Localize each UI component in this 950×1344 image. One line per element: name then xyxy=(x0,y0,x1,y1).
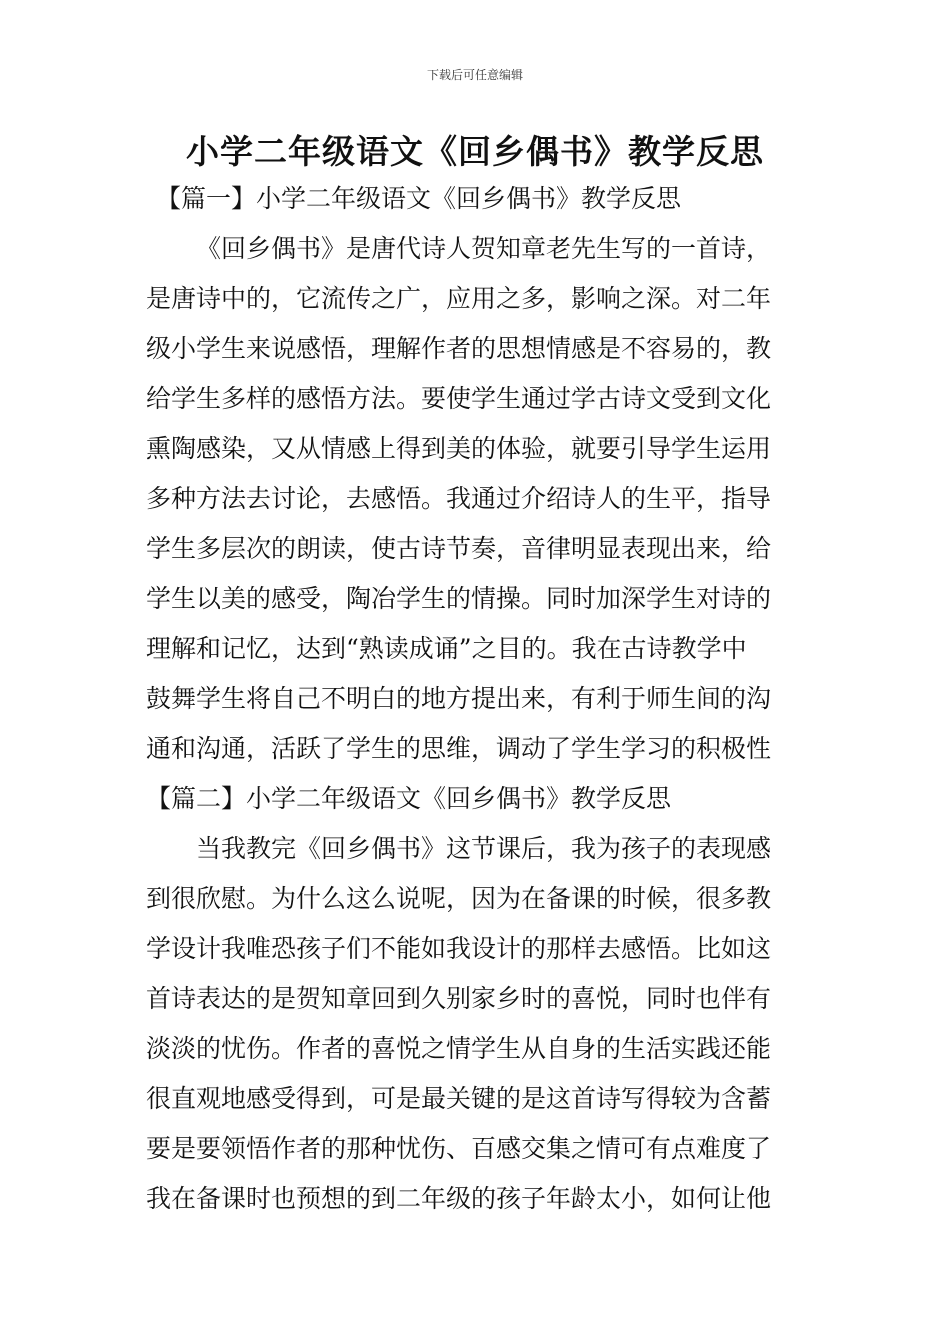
paragraph-line: 到很欣慰。为什么这么说呢，因为在备课的时候，很多教 xyxy=(146,884,772,913)
paragraph-line: 首诗表达的是贺知章回到久别家乡时的喜悦，同时也伴有 xyxy=(146,984,772,1013)
paragraph-line: 是唐诗中的，它流传之广，应用之多，影响之深。对二年 xyxy=(146,284,772,313)
paragraph-line: 多种方法去讨论，去感悟。我通过介绍诗人的生平，指导 xyxy=(146,484,772,513)
paragraph-line: 通和沟通，活跃了学生的思维，调动了学生学习的积极性 xyxy=(146,734,772,763)
paragraph-line: 学生多层次的朗读，使古诗节奏，音律明显表现出来，给 xyxy=(146,534,772,563)
section-2-heading: 【篇二】小学二年级语文《回乡偶书》教学反思 xyxy=(146,784,672,813)
paragraph-line: 很直观地感受得到，可是最关键的是这首诗写得较为含蓄 xyxy=(146,1084,772,1113)
paragraph-line: 当我教完《回乡偶书》这节课后，我为孩子的表现感 xyxy=(196,834,772,863)
paragraph-line: 淡淡的忧伤。作者的喜悦之情学生从自身的生活实践还能 xyxy=(146,1034,772,1063)
header-note: 下载后可任意编辑 xyxy=(426,68,523,82)
paragraph-line: 要是要领悟作者的那种忧伤、百感交集之情可有点难度了 xyxy=(146,1134,772,1163)
paragraph-line: 级小学生来说感悟，理解作者的思想情感是不容易的，教 xyxy=(146,334,772,363)
paragraph-line: 理解和记忆，达到“熟读成诵”之目的。我在古诗教学中 xyxy=(146,634,747,663)
paragraph-line: 《回乡偶书》是唐代诗人贺知章老先生写的一首诗， xyxy=(196,234,772,263)
paragraph-line: 我在备课时也预想的到二年级的孩子年龄太小，如何让他 xyxy=(146,1184,772,1213)
paragraph-line: 学设计我唯恐孩子们不能如我设计的那样去感悟。比如这 xyxy=(146,934,772,963)
section-1-heading: 【篇一】小学二年级语文《回乡偶书》教学反思 xyxy=(156,184,682,213)
paragraph-line: 给学生多样的感悟方法。要使学生通过学古诗文受到文化 xyxy=(146,384,772,413)
paragraph-line: 熏陶感染，又从情感上得到美的体验，就要引导学生运用 xyxy=(146,434,772,463)
paragraph-line: 鼓舞学生将自己不明白的地方提出来，有利于师生间的沟 xyxy=(146,684,772,713)
paragraph-line: 学生以美的感受，陶冶学生的情操。同时加深学生对诗的 xyxy=(146,584,772,613)
document-title: 小学二年级语文《回乡偶书》教学反思 xyxy=(186,132,764,171)
